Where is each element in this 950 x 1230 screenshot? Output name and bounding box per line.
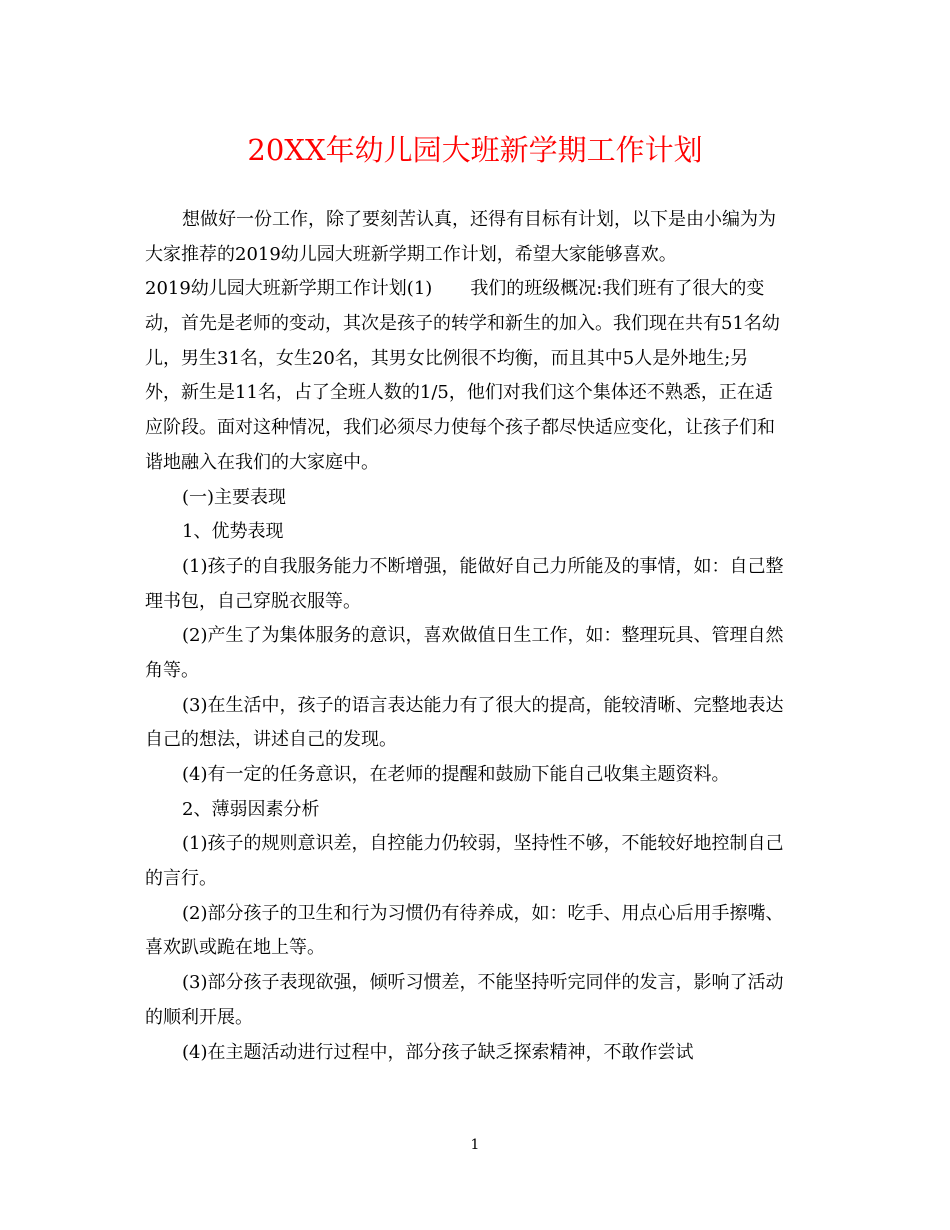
weakness-item-line: (3)部分孩子表现欲强，倾听习惯差，不能坚持听完同伴的发言，影响了活动: [182, 972, 784, 994]
strength-item-line: (1)孩子的自我服务能力不断增强，能做好自己力所能及的事情，如：自己整: [182, 555, 784, 577]
document-title: 20XX年幼儿园大班新学期工作计划: [247, 133, 703, 167]
weakness-item-line: (4)在主题活动进行过程中，部分孩子缺乏探索精神，不敢作尝试: [182, 1041, 694, 1063]
weakness-item-line: 的言行。: [145, 868, 217, 890]
section-heading: 2019幼儿园大班新学期工作计划(1): [145, 278, 433, 300]
strength-item-line: 自己的想法，讲述自己的发现。: [145, 729, 397, 751]
paragraph-line: 应阶段。面对这种情况，我们必须尽力使每个孩子都尽快适应变化，让孩子们和: [145, 417, 775, 439]
paragraph-line: 动，首先是老师的变动，其次是孩子的转学和新生的加入。我们现在共有51名幼: [145, 313, 780, 335]
subheading-main: (一)主要表现: [182, 486, 287, 508]
weakness-item-line: (2)部分孩子的卫生和行为习惯仍有待养成，如：吃手、用点心后用手擦嘴、: [182, 902, 784, 924]
paragraph-text: 我们的班级概况:我们班有了很大的变: [470, 278, 765, 300]
weakness-item-line: (1)孩子的规则意识差，自控能力仍较弱，坚持性不够，不能较好地控制自己: [182, 833, 784, 855]
document-body: [145, 203, 811, 1070]
paragraph-line: 外，新生是11名，占了全班人数的1/5，他们对我们这个集体还不熟悉，正在适: [145, 382, 773, 404]
subheading-weaknesses: 2、薄弱因素分析: [182, 798, 320, 820]
strength-item-line: (2)产生了为集体服务的意识，喜欢做值日生工作，如：整理玩具、管理自然: [182, 625, 784, 647]
section-heading-line: [145, 272, 811, 307]
paragraph-line: 儿，男生31名，女生20名，其男女比例很不均衡，而且其中5人是外地生;另: [145, 347, 749, 369]
intro-line: 大家推荐的2019幼儿园大班新学期工作计划，希望大家能够喜欢。: [145, 243, 677, 265]
strength-item-line: 角等。: [145, 659, 199, 681]
strength-item-line: (3)在生活中，孩子的语言表达能力有了很大的提高，能较清晰、完整地表达: [182, 694, 784, 716]
paragraph-line: 谐地融入在我们的大家庭中。: [145, 451, 379, 473]
weakness-item-line: 的顺利开展。: [145, 1006, 253, 1028]
subheading-strengths: 1、优势表现: [182, 521, 284, 543]
intro-line: 想做好一份工作，除了要刻苦认真，还得有目标有计划，以下是由小编为为: [182, 209, 776, 230]
strength-item-line: 理书包，自己穿脱衣服等。: [145, 590, 361, 612]
page-number: 1: [470, 1137, 480, 1153]
weakness-item-line: 喜欢趴或跪在地上等。: [145, 937, 325, 959]
strength-item-line: (4)有一定的任务意识，在老师的提醒和鼓励下能自己收集主题资料。: [182, 764, 730, 785]
